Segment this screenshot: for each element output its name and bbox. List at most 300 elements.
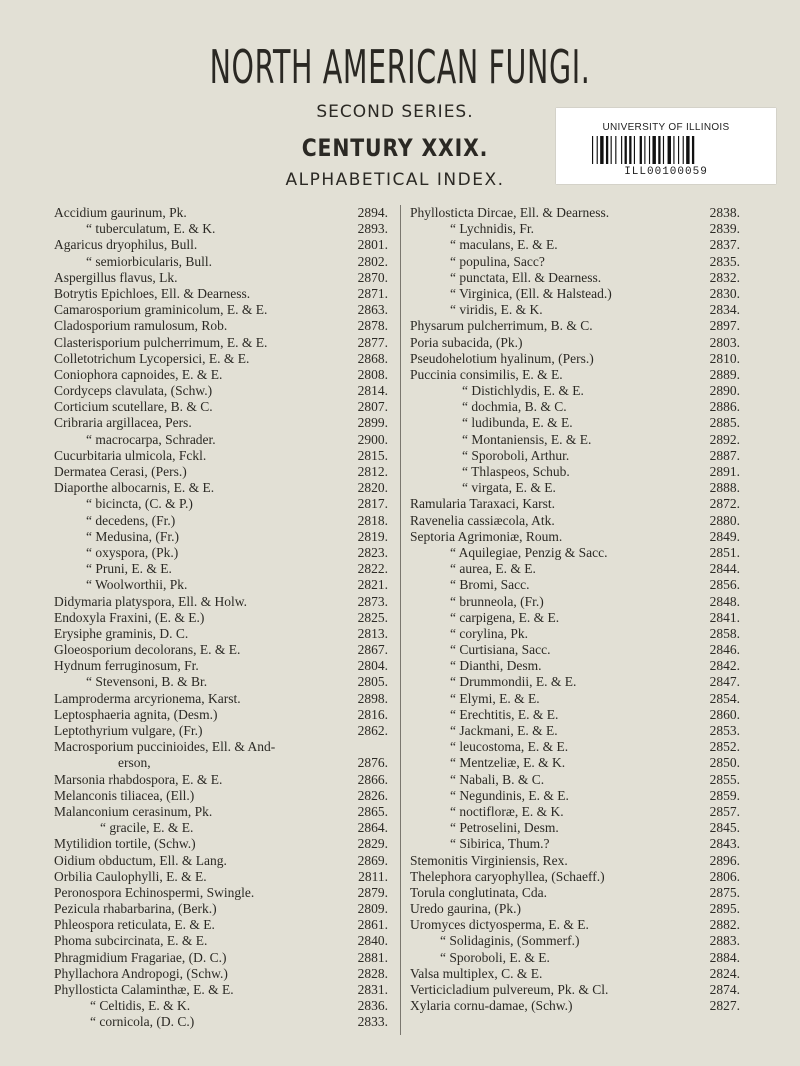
species-name: Pezicula rhabarbarina, (Berk.) bbox=[54, 901, 217, 917]
specimen-number: 2812. bbox=[357, 464, 388, 479]
species-name: Phragmidium Fragariae, (D. C.) bbox=[54, 949, 227, 965]
index-entry bbox=[54, 626, 388, 642]
specimen-number: 2872. bbox=[709, 496, 740, 512]
specimen-number: 2859. bbox=[709, 787, 740, 803]
index-entry bbox=[54, 302, 388, 318]
index-entry bbox=[410, 335, 740, 351]
specimen-number: 2809. bbox=[357, 901, 388, 917]
species-name: Malanconium cerasinum, Pk. bbox=[54, 803, 213, 819]
specimen-number: 2816. bbox=[357, 706, 388, 722]
species-name: Camarosporium graminicolum, E. & E. bbox=[54, 302, 268, 318]
index-entry bbox=[54, 513, 388, 529]
specimen-number: 2837. bbox=[709, 237, 740, 253]
species-name: “ noctifloræ, E. & K. bbox=[450, 803, 564, 819]
index-entry bbox=[54, 933, 388, 949]
species-name: “ Celtidis, E. & K. bbox=[90, 998, 191, 1014]
index-entry bbox=[54, 739, 388, 755]
index-entry bbox=[54, 351, 388, 367]
specimen-number: 2824. bbox=[709, 965, 740, 981]
species-name: Cordyceps clavulata, (Schw.) bbox=[54, 383, 213, 399]
specimen-number: 2852. bbox=[709, 739, 740, 755]
index-entry bbox=[54, 723, 388, 739]
index-entry bbox=[54, 788, 388, 804]
specimen-number: 2813. bbox=[357, 625, 388, 641]
species-name: Orbilia Caulophylli, E. & E. bbox=[54, 868, 207, 884]
index-entry bbox=[410, 950, 740, 966]
species-name: Accidium gaurinum, Pk. bbox=[54, 205, 187, 220]
index-entry bbox=[54, 545, 388, 561]
century-heading: CENTURY XXIX. bbox=[301, 134, 489, 162]
specimen-number: 2831. bbox=[357, 982, 388, 997]
specimen-number: 2818. bbox=[357, 512, 388, 528]
specimen-number: 2884. bbox=[709, 949, 740, 965]
index-entry bbox=[410, 254, 740, 270]
species-name: “ Mentzeliæ, E. & K. bbox=[450, 755, 566, 771]
species-name: Verticicladium pulvereum, Pk. & Cl. bbox=[410, 982, 609, 997]
species-name: Botrytis Epichloes, Ell. & Dearness. bbox=[54, 285, 251, 301]
specimen-number: 2802. bbox=[357, 253, 388, 269]
specimen-number: 2864. bbox=[357, 820, 388, 836]
specimen-number: 2895. bbox=[709, 901, 740, 917]
species-name: Cucurbitaria ulmicola, Fckl. bbox=[54, 447, 207, 463]
specimen-number: 2850. bbox=[709, 755, 740, 771]
index-entry bbox=[54, 464, 388, 480]
index-entry bbox=[54, 674, 388, 690]
species-name: Phoma subcircinata, E. & E. bbox=[54, 933, 208, 949]
index-entry bbox=[54, 642, 388, 658]
index-entry bbox=[54, 772, 388, 788]
index-entry bbox=[54, 594, 388, 610]
species-name: Melanconis tiliacea, (Ell.) bbox=[54, 787, 195, 803]
index-entry bbox=[410, 237, 740, 253]
index-entry bbox=[410, 982, 740, 998]
series-subtitle: SECOND SERIES. bbox=[316, 102, 474, 122]
specimen-number: 2825. bbox=[357, 609, 388, 625]
index-entry bbox=[410, 707, 740, 723]
index-entry bbox=[54, 1014, 388, 1030]
species-name: Leptosphaeria agnita, (Desm.) bbox=[54, 706, 218, 722]
specimen-number: 2854. bbox=[709, 690, 740, 706]
specimen-number: 2820. bbox=[357, 480, 388, 496]
page-title: NORTH AMERICAN FUNGI. bbox=[209, 40, 591, 94]
specimen-number: 2879. bbox=[357, 884, 388, 900]
specimen-number: 2865. bbox=[357, 803, 388, 819]
specimen-number: 2840. bbox=[357, 933, 388, 949]
species-name: “ Drummondii, E. & E. bbox=[450, 674, 577, 690]
species-name: “ tuberculatum, E. & K. bbox=[86, 221, 216, 237]
index-entry bbox=[410, 464, 740, 480]
index-entry bbox=[54, 998, 388, 1014]
index-entry bbox=[410, 448, 740, 464]
index-entry bbox=[410, 286, 740, 302]
species-name: “ Elymi, E. & E. bbox=[450, 690, 540, 706]
species-name: Endoxyla Fraxini, (E. & E.) bbox=[54, 609, 205, 625]
index-entry bbox=[410, 302, 740, 318]
specimen-number: 2870. bbox=[357, 269, 388, 285]
index-entry bbox=[410, 432, 740, 448]
specimen-number: 2880. bbox=[709, 512, 740, 528]
species-name: “ ludibunda, E. & E. bbox=[462, 415, 573, 431]
species-name: Uromyces dictyosperma, E. & E. bbox=[410, 917, 589, 933]
specimen-number: 2885. bbox=[709, 415, 740, 431]
specimen-number: 2819. bbox=[357, 528, 388, 544]
index-entry bbox=[54, 335, 388, 351]
species-name: “ Bromi, Sacc. bbox=[450, 577, 530, 593]
index-entry bbox=[410, 674, 740, 690]
specimen-number: 2847. bbox=[709, 674, 740, 690]
specimen-number: 2810. bbox=[709, 350, 740, 366]
index-entry bbox=[410, 626, 740, 642]
specimen-number: 2876. bbox=[357, 755, 388, 771]
specimen-number: 2892. bbox=[709, 431, 740, 447]
specimen-number: 2881. bbox=[357, 949, 388, 965]
species-name: “ dochmia, B. & C. bbox=[462, 399, 567, 415]
specimen-number: 2835. bbox=[709, 253, 740, 269]
index-entry bbox=[54, 480, 388, 496]
specimen-number: 2853. bbox=[709, 723, 740, 738]
specimen-number: 2874. bbox=[709, 982, 740, 997]
index-entry bbox=[54, 869, 388, 885]
species-name: Phyllosticta Dircae, Ell. & Dearness. bbox=[410, 205, 610, 220]
specimen-number: 2832. bbox=[709, 269, 740, 285]
index-entry bbox=[410, 853, 740, 869]
index-entry bbox=[410, 772, 740, 788]
specimen-number: 2828. bbox=[357, 965, 388, 981]
index-entry bbox=[54, 836, 388, 852]
species-name: Valsa multiplex, C. & E. bbox=[410, 965, 543, 981]
species-name: Phyllosticta Calaminthæ, E. & E. bbox=[54, 982, 234, 997]
index-entry bbox=[410, 610, 740, 626]
specimen-number: 2882. bbox=[709, 917, 740, 933]
index-entry bbox=[410, 933, 740, 949]
specimen-number: 2861. bbox=[357, 917, 388, 933]
index-entry bbox=[410, 594, 740, 610]
species-name: “ maculans, E. & E. bbox=[450, 237, 558, 253]
index-entry bbox=[54, 885, 388, 901]
species-name: Pseudohelotium hyalinum, (Pers.) bbox=[410, 350, 594, 366]
library-barcode-label bbox=[556, 108, 776, 184]
index-entry bbox=[410, 642, 740, 658]
species-name: Ravenelia cassiæcola, Atk. bbox=[410, 512, 555, 528]
index-entry bbox=[54, 853, 388, 869]
species-name: “ Curtisiana, Sacc. bbox=[450, 642, 551, 658]
specimen-number: 2858. bbox=[709, 625, 740, 641]
species-name: “ Nabali, B. & C. bbox=[450, 771, 545, 787]
index-entry bbox=[410, 221, 740, 237]
specimen-number: 2869. bbox=[357, 852, 388, 868]
index-entry bbox=[410, 658, 740, 674]
specimen-number: 2805. bbox=[357, 674, 388, 690]
index-entry bbox=[410, 496, 740, 512]
species-name: “ Petroselini, Desm. bbox=[450, 820, 559, 836]
species-name: “ decedens, (Fr.) bbox=[86, 512, 176, 528]
index-entry bbox=[54, 399, 388, 415]
specimen-number: 2838. bbox=[709, 205, 740, 220]
index-entry bbox=[54, 415, 388, 431]
index-entry bbox=[410, 513, 740, 529]
specimen-number: 2855. bbox=[709, 771, 740, 787]
specimen-number: 2817. bbox=[357, 496, 388, 512]
specimen-number: 2860. bbox=[709, 706, 740, 722]
index-entry bbox=[410, 415, 740, 431]
species-name: “ Medusina, (Fr.) bbox=[86, 528, 179, 544]
species-name: Stemonitis Virginiensis, Rex. bbox=[410, 852, 568, 868]
species-name: “ Lychnidis, Fr. bbox=[450, 221, 534, 237]
index-entry bbox=[410, 885, 740, 901]
species-name: Puccinia consimilis, E. & E. bbox=[410, 366, 563, 382]
index-entry bbox=[54, 966, 388, 982]
index-entry bbox=[410, 367, 740, 383]
species-name: Hydnum ferruginosum, Fr. bbox=[54, 658, 199, 674]
index-entry bbox=[54, 577, 388, 593]
index-entry bbox=[410, 788, 740, 804]
specimen-number: 2843. bbox=[709, 836, 740, 852]
species-name: “ Pruni, E. & E. bbox=[86, 561, 172, 577]
species-name: “ macrocarpa, Schrader. bbox=[86, 431, 216, 447]
species-name: Cribraria argillacea, Pers. bbox=[54, 415, 192, 431]
species-name: Xylaria cornu-damae, (Schw.) bbox=[410, 998, 573, 1014]
species-name: Peronospora Echinospermi, Swingle. bbox=[54, 884, 255, 900]
index-entry bbox=[410, 318, 740, 334]
specimen-number: 2873. bbox=[357, 593, 388, 609]
species-name: “ Virginica, (Ell. & Halstead.) bbox=[450, 285, 612, 301]
index-entry bbox=[410, 966, 740, 982]
species-name: “ punctata, Ell. & Dearness. bbox=[450, 269, 602, 285]
index-entry bbox=[54, 432, 388, 448]
species-name: Oidium obductum, Ell. & Lang. bbox=[54, 852, 227, 868]
species-name: “ brunneola, (Fr.) bbox=[450, 593, 544, 609]
index-entry bbox=[410, 270, 740, 286]
specimen-number: 2890. bbox=[709, 383, 740, 399]
index-entry bbox=[410, 399, 740, 415]
species-name: Dermatea Cerasi, (Pers.) bbox=[54, 464, 187, 479]
index-entry bbox=[410, 545, 740, 561]
index-entry bbox=[410, 820, 740, 836]
specimen-number: 2811. bbox=[358, 868, 388, 884]
index-entry bbox=[410, 351, 740, 367]
specimen-number: 2889. bbox=[709, 366, 740, 382]
species-name: erson, bbox=[118, 755, 151, 771]
species-name: Erysiphe graminis, D. C. bbox=[54, 625, 189, 641]
species-name: Aspergillus flavus, Lk. bbox=[54, 269, 178, 285]
species-name: Macrosporium puccinioides, Ell. & And- bbox=[54, 739, 276, 755]
specimen-number: 2900. bbox=[357, 431, 388, 447]
index-entry bbox=[410, 804, 740, 820]
species-name: Uredo gaurina, (Pk.) bbox=[410, 901, 521, 917]
species-name: “ Erechtitis, E. & E. bbox=[450, 706, 559, 722]
species-name: Clasterisporium pulcherrimum, E. & E. bbox=[54, 334, 268, 350]
species-name: Agaricus dryophilus, Bull. bbox=[54, 237, 198, 253]
specimen-number: 2807. bbox=[357, 399, 388, 415]
specimen-number: 2846. bbox=[709, 642, 740, 658]
barcode-icon bbox=[592, 136, 740, 164]
species-name: “ Sporoboli, Arthur. bbox=[462, 447, 570, 463]
barcode-number: ILL00100059 bbox=[624, 166, 708, 178]
species-name: Colletotrichum Lycopersici, E. & E. bbox=[54, 350, 250, 366]
index-entry bbox=[410, 869, 740, 885]
index-entry bbox=[54, 367, 388, 383]
index-entry bbox=[410, 561, 740, 577]
index-entry bbox=[54, 270, 388, 286]
index-entry bbox=[54, 804, 388, 820]
index-column-left bbox=[54, 205, 388, 1031]
species-name: Phyllachora Andropogi, (Schw.) bbox=[54, 965, 228, 981]
specimen-number: 2804. bbox=[357, 658, 388, 674]
species-name: “ semiorbicularis, Bull. bbox=[86, 253, 212, 269]
specimen-number: 2848. bbox=[709, 593, 740, 609]
specimen-number: 2851. bbox=[709, 544, 740, 560]
index-entry bbox=[410, 998, 740, 1014]
species-name: “ leucostoma, E. & E. bbox=[450, 739, 569, 755]
specimen-number: 2842. bbox=[709, 658, 740, 674]
species-name: “ Sporoboli, E. & E. bbox=[440, 949, 550, 965]
specimen-number: 2887. bbox=[709, 447, 740, 463]
index-entry bbox=[410, 755, 740, 771]
species-name: Didymaria platyspora, Ell. & Holw. bbox=[54, 593, 247, 609]
index-entry bbox=[54, 496, 388, 512]
institution-name: UNIVERSITY OF ILLINOIS bbox=[602, 122, 730, 133]
specimen-number: 2815. bbox=[357, 447, 388, 463]
species-name: Ramularia Taraxaci, Karst. bbox=[410, 496, 555, 512]
index-entry bbox=[54, 237, 388, 253]
specimen-number: 2826. bbox=[357, 787, 388, 803]
index-entry bbox=[410, 901, 740, 917]
index-entry bbox=[410, 577, 740, 593]
specimen-number: 2898. bbox=[357, 690, 388, 706]
specimen-number: 2862. bbox=[357, 723, 388, 738]
specimen-number: 2845. bbox=[709, 820, 740, 836]
specimen-number: 2822. bbox=[357, 561, 388, 577]
index-column-right bbox=[410, 205, 740, 1014]
species-name: “ Dianthi, Desm. bbox=[450, 658, 542, 674]
specimen-number: 2827. bbox=[709, 998, 740, 1014]
species-name: “ Distichlydis, E. & E. bbox=[462, 383, 584, 399]
index-entry bbox=[54, 755, 388, 771]
specimen-number: 2878. bbox=[357, 318, 388, 334]
species-name: Coniophora capnoides, E. & E. bbox=[54, 366, 223, 382]
specimen-number: 2888. bbox=[709, 480, 740, 496]
specimen-number: 2836. bbox=[357, 998, 388, 1014]
specimen-number: 2883. bbox=[709, 933, 740, 949]
species-name: “ Woolworthii, Pk. bbox=[86, 577, 188, 593]
index-entry bbox=[410, 480, 740, 496]
species-name: “ corylina, Pk. bbox=[450, 625, 528, 641]
index-entry bbox=[54, 691, 388, 707]
specimen-number: 2875. bbox=[709, 884, 740, 900]
specimen-number: 2857. bbox=[709, 803, 740, 819]
index-entry bbox=[54, 917, 388, 933]
index-entry bbox=[410, 836, 740, 852]
specimen-number: 2839. bbox=[709, 221, 740, 237]
index-entry bbox=[410, 739, 740, 755]
species-name: “ Thlaspeos, Schub. bbox=[462, 464, 570, 479]
species-name: Cladosporium ramulosum, Rob. bbox=[54, 318, 228, 334]
species-name: “ virgata, E. & E. bbox=[462, 480, 556, 496]
specimen-number: 2856. bbox=[709, 577, 740, 593]
species-name: “ bicincta, (C. & P.) bbox=[86, 496, 193, 512]
species-name: “ carpigena, E. & E. bbox=[450, 609, 560, 625]
index-entry bbox=[54, 707, 388, 723]
species-name: “ viridis, E. & K. bbox=[450, 302, 543, 318]
column-divider bbox=[400, 205, 401, 1035]
species-name: Lamproderma arcyrionema, Karst. bbox=[54, 690, 241, 706]
index-entry bbox=[410, 691, 740, 707]
species-name: Phleospora reticulata, E. & E. bbox=[54, 917, 215, 933]
index-entry bbox=[54, 286, 388, 302]
index-entry bbox=[410, 723, 740, 739]
specimen-number: 2833. bbox=[357, 1014, 388, 1030]
index-entry bbox=[410, 917, 740, 933]
species-name: Torula conglutinata, Cda. bbox=[410, 884, 548, 900]
index-entry bbox=[54, 529, 388, 545]
index-entry bbox=[54, 205, 388, 221]
specimen-number: 2868. bbox=[357, 350, 388, 366]
species-name: Poria subacida, (Pk.) bbox=[410, 334, 523, 350]
specimen-number: 2841. bbox=[709, 609, 740, 625]
index-entry bbox=[54, 820, 388, 836]
species-name: “ Jackmani, E. & E. bbox=[450, 723, 558, 738]
species-name: “ oxyspora, (Pk.) bbox=[86, 544, 179, 560]
specimen-number: 2893. bbox=[357, 221, 388, 237]
specimen-number: 2823. bbox=[357, 544, 388, 560]
specimen-number: 2886. bbox=[709, 399, 740, 415]
index-entry bbox=[54, 561, 388, 577]
specimen-number: 2806. bbox=[709, 868, 740, 884]
species-name: “ Negundinis, E. & E. bbox=[450, 787, 569, 803]
species-name: Diaporthe albocarnis, E. & E. bbox=[54, 480, 215, 496]
index-entry bbox=[54, 254, 388, 270]
specimen-number: 2844. bbox=[709, 561, 740, 577]
species-name: Leptothyrium vulgare, (Fr.) bbox=[54, 723, 203, 738]
index-entry bbox=[54, 901, 388, 917]
specimen-number: 2897. bbox=[709, 318, 740, 334]
species-name: “ Stevensoni, B. & Br. bbox=[86, 674, 208, 690]
specimen-number: 2803. bbox=[709, 334, 740, 350]
specimen-number: 2834. bbox=[709, 302, 740, 318]
index-entry bbox=[54, 448, 388, 464]
species-name: “ populina, Sacc? bbox=[450, 253, 545, 269]
index-entry bbox=[54, 318, 388, 334]
index-entry bbox=[410, 383, 740, 399]
specimen-number: 2821. bbox=[357, 577, 388, 593]
species-name: “ Montaniensis, E. & E. bbox=[462, 431, 592, 447]
species-name: Physarum pulcherrimum, B. & C. bbox=[410, 318, 593, 334]
specimen-number: 2867. bbox=[357, 642, 388, 658]
specimen-number: 2814. bbox=[357, 383, 388, 399]
species-name: “ gracile, E. & E. bbox=[100, 820, 194, 836]
index-entry bbox=[54, 383, 388, 399]
index-entry bbox=[54, 221, 388, 237]
species-name: “ aurea, E. & E. bbox=[450, 561, 536, 577]
specimen-number: 2801. bbox=[357, 237, 388, 253]
species-name: Thelephora caryophyllea, (Schaeff.) bbox=[410, 868, 605, 884]
species-name: Gloeosporium decolorans, E. & E. bbox=[54, 642, 241, 658]
index-entry bbox=[54, 610, 388, 626]
index-entry bbox=[410, 205, 740, 221]
species-name: Corticium scutellare, B. & C. bbox=[54, 399, 213, 415]
index-entry bbox=[54, 658, 388, 674]
specimen-number: 2808. bbox=[357, 366, 388, 382]
index-entry bbox=[54, 982, 388, 998]
species-name: “ Solidaginis, (Sommerf.) bbox=[440, 933, 580, 949]
species-name: Marsonia rhabdospora, E. & E. bbox=[54, 771, 223, 787]
specimen-number: 2830. bbox=[709, 285, 740, 301]
species-name: “ cornicola, (D. C.) bbox=[90, 1014, 195, 1030]
specimen-number: 2891. bbox=[709, 464, 740, 479]
index-entry bbox=[410, 529, 740, 545]
specimen-number: 2849. bbox=[709, 528, 740, 544]
species-name: “ Aquilegiae, Penzig & Sacc. bbox=[450, 544, 608, 560]
